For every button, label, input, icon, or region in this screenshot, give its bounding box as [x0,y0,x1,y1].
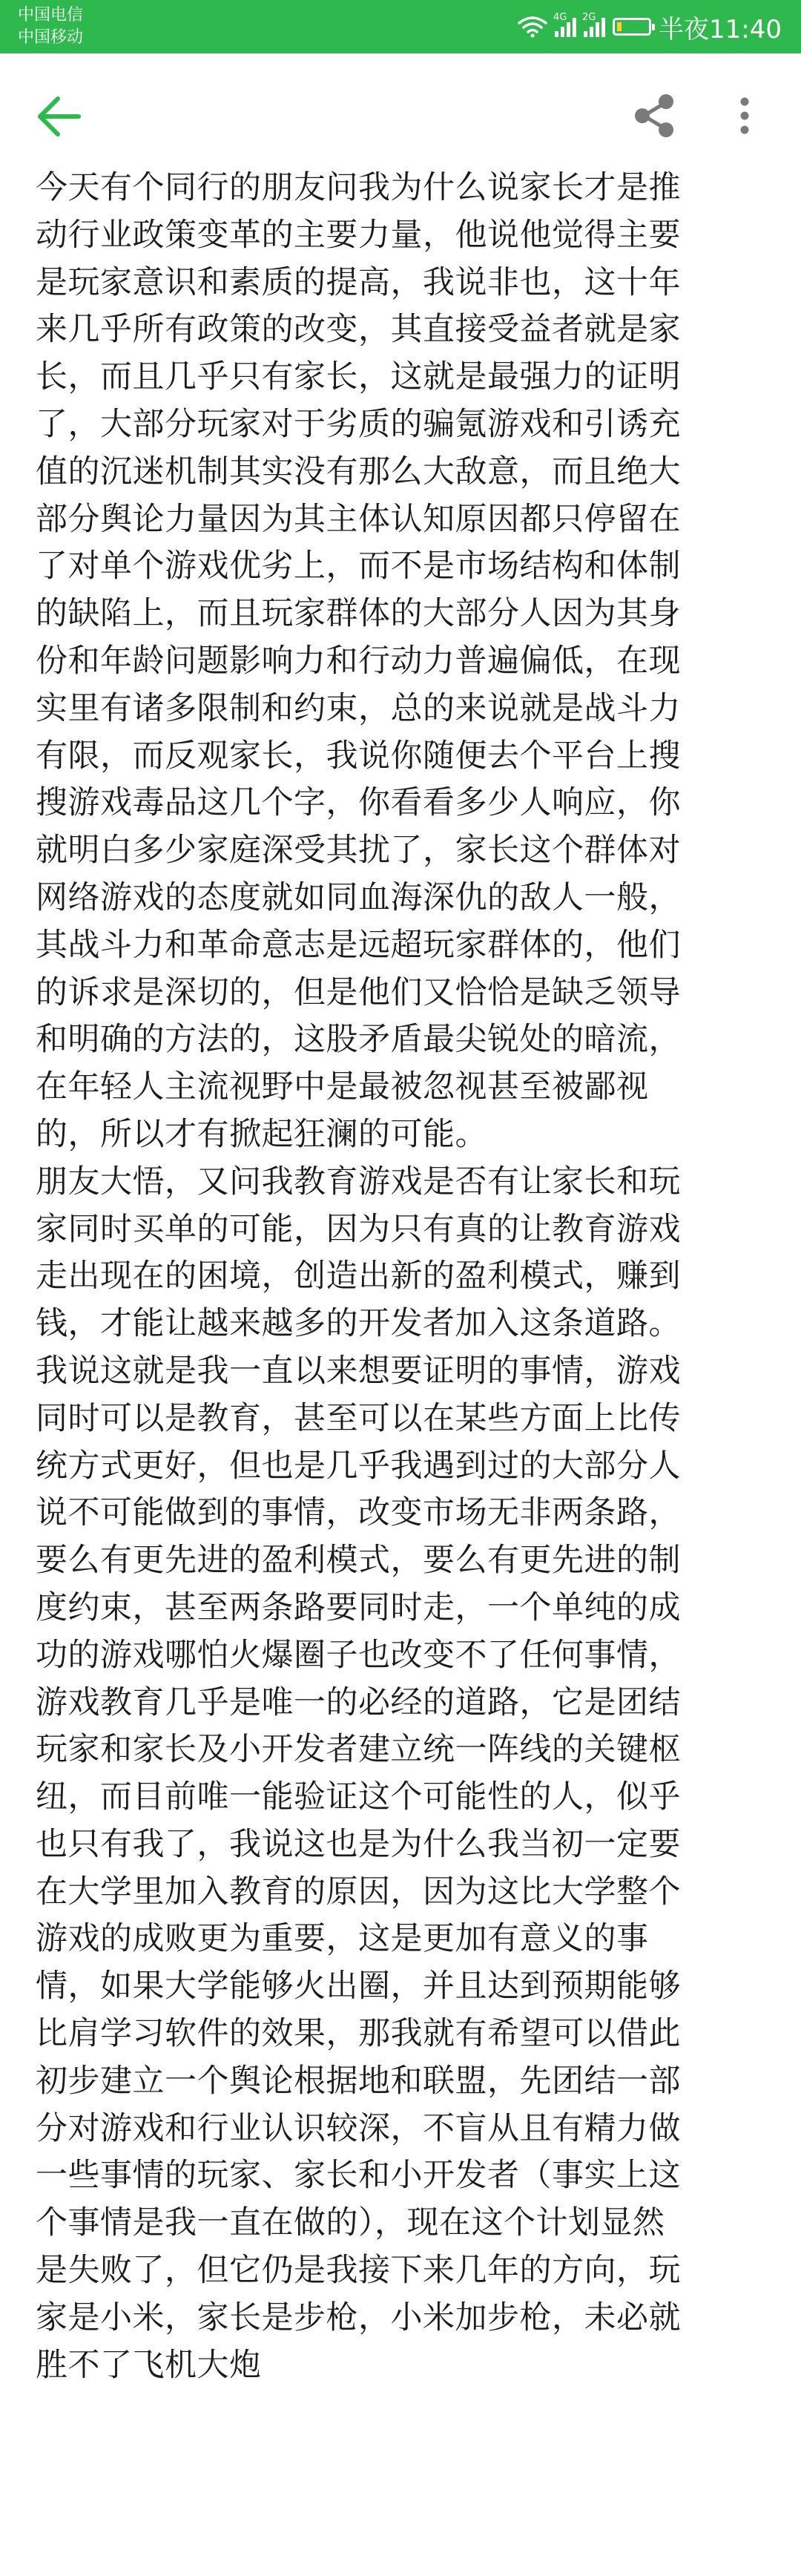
status-indicators [518,7,782,46]
arrow-left-icon [33,91,85,142]
network-tag-1: 4G [553,12,567,23]
battery-icon [613,18,651,36]
battery-level-fill [617,22,622,31]
status-time: 半夜11:40 [659,14,782,45]
more-vertical-icon [730,89,759,142]
app-bar [0,53,801,180]
signal-2-icon [582,12,605,37]
wifi-icon [518,16,547,38]
article-body [36,165,777,2389]
back-button[interactable] [33,91,92,142]
signal-1-icon [553,12,576,37]
network-tag-2: 2G [582,12,596,23]
carrier-1-label: 中国电信 [18,6,84,24]
carrier-2-label: 中国移动 [18,28,84,47]
share-icon [629,89,681,142]
status-bar [0,0,801,53]
more-button[interactable] [730,89,759,142]
share-button[interactable] [629,89,681,142]
article-paragraph-2: 朋友大悟，又问我教育游戏是否有让家长和玩 家同时买单的可能，因为只有真的让教育游戏 走出现在的困境，创造出新的盈利模式，赚到 钱，才能让越来越多的开发者加入这条道路。 [36,1163,681,1343]
article-paragraph-1: 今天有个同行的朋友问我为什么说家长才是推 动行业政策变革的主要力量，他说他觉得主要 是玩家意识和素质的提高，我说非也，这十年 来几乎所有政策的改变，其直接受益者就是家 长，而且几乎只有家长，这就是最强力的证明 了，大部分玩家对于劣质的骗氪游戏和引诱充 值的沉迷机制其实没有那么大敌意，而且绝大 部分舆论力量因为其主体认知原因都只停留在 了对单个游戏优劣上，而不是市场结构和体制 的缺陷上，而且玩家群体的大部分人因为其身 份和年龄问题影响力和行动力普遍偏低，在现 实里有诸多限制和约束，总的来说就是战斗力 有限，而反观家长，我说你随便去个平台上搜 搜游戏毒品这几个字，你看看多少人响应，你 就明白多少家庭深受其扰了，家长这个群体对 网络游戏的态度就如同血海深仇的敌人一般， 其战斗力和革命意志是远超玩家群体的，他们 的诉求是深切的，但是他们又恰恰是缺乏领导 和明确的方法的，这股矛盾最尖锐处的暗流， 在年轻人主流视野中是最被忽视甚至被鄙视 的，所以才有掀起狂澜的可能。 [36,169,681,1153]
article-paragraph-3: 我说这就是我一直以来想要证明的事情，游戏 同时可以是教育，甚至可以在某些方面上比传 统方式更好，但也是几乎我遇到过的大部分人 说不可能做到的事情，改变市场无非两条路， 要么有更先进的盈利模式，要么有更先进的制 度约束，甚至两条路要同时走，一个单纯的成 功的游戏哪怕火爆圈子也改变不了任何事情， 游戏教育几乎是唯一的必经的道路，它是团结 玩家和家长及小开发者建立统一阵线的关键枢 纽，而目前唯一能验证这个可能性的人，似乎 也只有我了，我说这也是为什么我当初一定要 在大学里加入教育的原因，因为这比大学整个 游戏的成败更为重要，这是更加有意义的事 情，如果大学能够火出圈，并且达到预期能够 比肩学习软件的效果，那我就有希望可以借此 初步建立一个舆论根据地和联盟，先团结一部 分对游戏和行业认识较深，不盲从且有精力做 一些事情的玩家、家长和小开发者（事实上这 个事情是我一直在做的），现在这个计划显然 是失败了，但它仍是我接下来几年的方向，玩 家是小米，家长是步枪，小米加步枪，未必就 胜不了飞机大炮 [36,1352,681,2384]
carrier-info [18,4,83,49]
